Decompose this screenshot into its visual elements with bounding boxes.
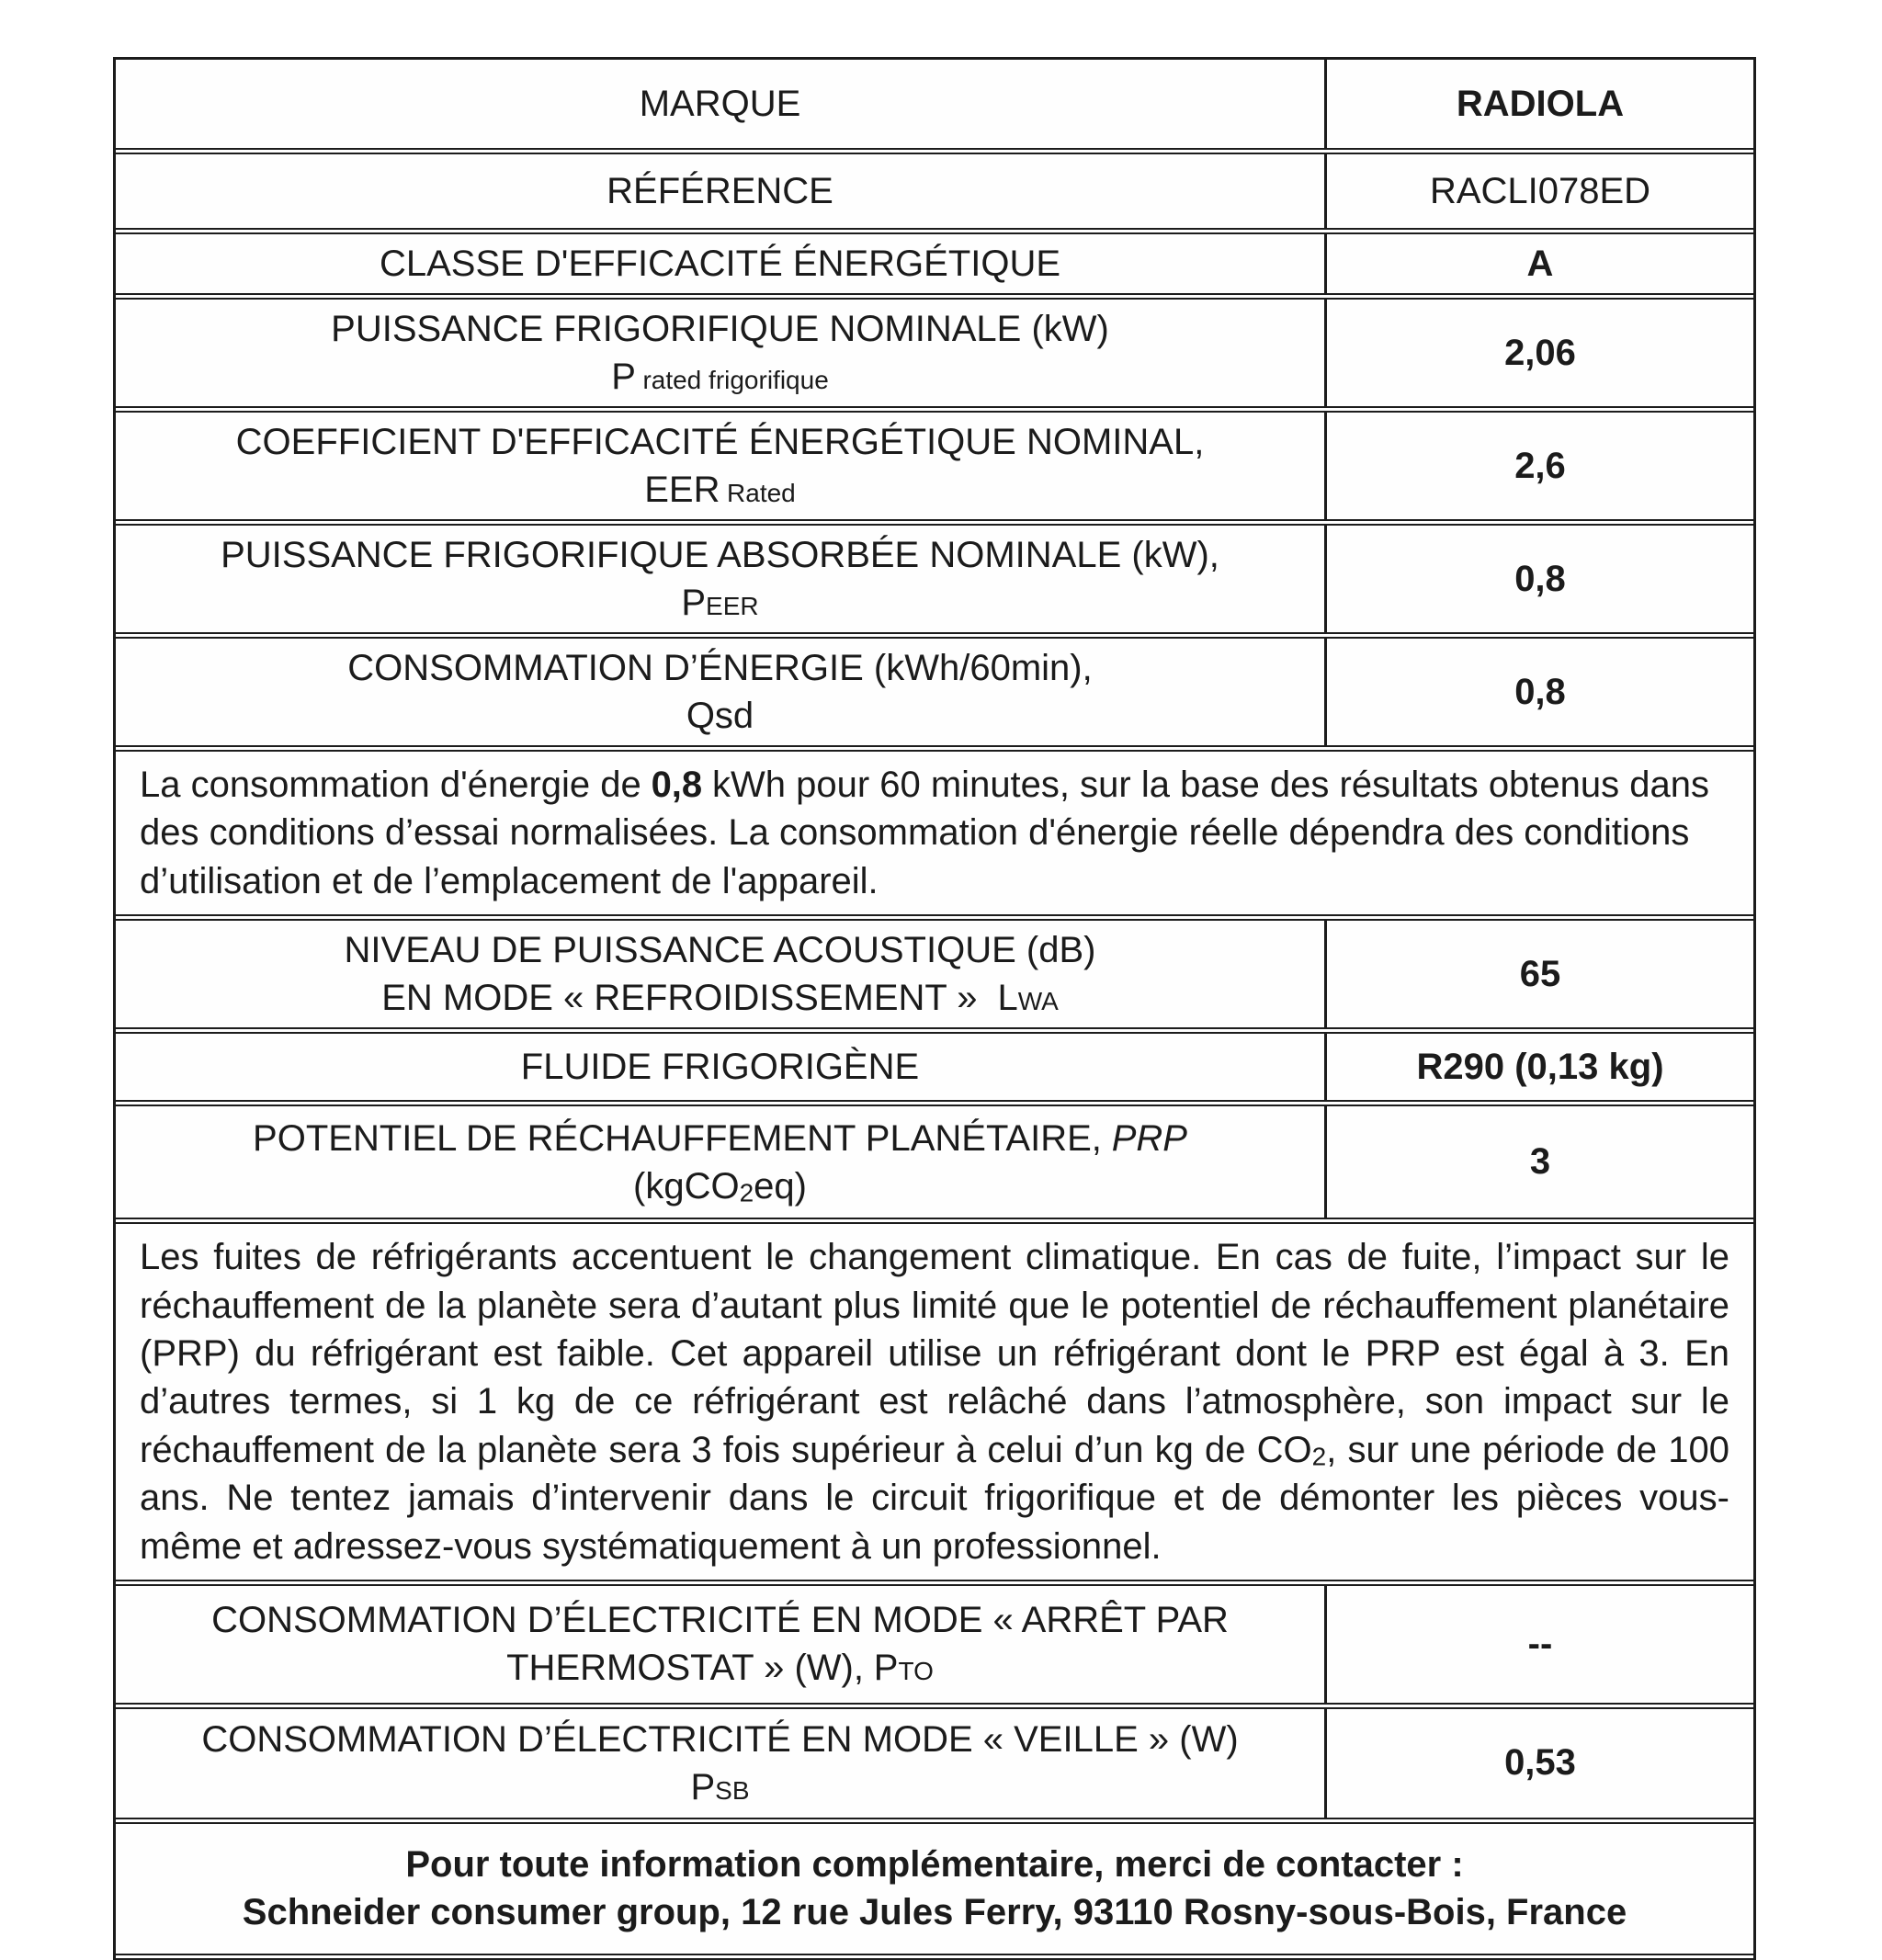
row-potentiel-prp [116,1106,1753,1224]
unit-prefix: (kgCO [633,1165,740,1207]
value-fluide-frigorigene: R290 (0,13 kg) [1416,1046,1664,1087]
label-potentiel-text: POTENTIEL DE RÉCHAUFFEMENT PLANÉTAIRE, [253,1117,1102,1159]
row-puissance-absorbee [116,526,1753,639]
label-niveau-acoustique-line2 [381,974,1059,1022]
value-marque: RADIOLA [1456,83,1625,124]
value-puissance-frigorifique: 2,06 [1504,332,1576,373]
note-refrigerant-leaks [116,1224,1753,1586]
spec-table [113,57,1756,1960]
label-niveau-acoustique-line1: NIVEAU DE PUISSANCE ACOUSTIQUE (dB) [344,930,1096,971]
label-fluide-frigorigene [116,1034,1327,1100]
symbol-letter: P [681,583,707,623]
value-arret-thermostat: -- [1527,1623,1553,1664]
value-potentiel-prp: 3 [1529,1141,1551,1183]
row-consommation-energie [116,639,1753,752]
co2-subscript: 2 [1311,1442,1327,1471]
note-energy-highlight: 0,8 [651,765,703,805]
row-fluide-frigorigene [116,1034,1753,1106]
value-classe-energetique: A [1526,243,1554,284]
symbol-p-to [874,1648,934,1688]
row-classe-energetique [116,234,1753,300]
energy-spec-sheet [113,57,1756,1960]
unit-subscript: 2 [739,1178,754,1207]
label-veille-text: CONSOMMATION D’ÉLECTRICITÉ EN MODE « VEILLE » (W) [201,1718,1239,1760]
symbol-subscript: SB [715,1775,750,1805]
label-consommation-energie [116,639,1327,745]
label-prp-italic: PRP [1111,1117,1187,1159]
value-reference: RACLI078ED [1429,170,1651,211]
row-niveau-acoustique [116,921,1753,1034]
label-mode-refroidissement: EN MODE « REFROIDISSEMENT » [381,978,978,1019]
label-classe-energetique [116,234,1327,293]
symbol-subscript: Rated [727,479,796,507]
symbol-subscript: rated frigorifique [642,366,829,394]
label-marque-text: MARQUE [639,84,801,124]
symbol-subscript: EER [706,592,759,620]
label-puissance-frigorifique-text: PUISSANCE FRIGORIFIQUE NOMINALE (kW) [331,309,1109,349]
label-consommation-energie-text: CONSOMMATION D’ÉNERGIE (kWh/60min), [347,648,1093,688]
value-consommation-energie: 0,8 [1514,671,1566,712]
unit-suffix: eq) [754,1165,807,1207]
label-coefficient-eer [116,413,1327,519]
note-leaks-text-before: Les fuites de réfrigérants accentuent le changement climatique. En cas de fuite, l’impact sur le réchauffement de la planète sera d’autant plus limité que le potentiel de réchauffement planétaire (PRP) du réfrigérant est faible. Cet appareil utilise un réfrigérant dont le PRP est égal à 3. En d’autres termes, si 1 kg de ce réfrigérant est relâché dans l’atmosphère, son impact sur le réchauffement de la planète sera 3 fois supérieur à celui d’un kg de CO [140,1237,1729,1470]
value-niveau-acoustique: 65 [1519,953,1561,994]
symbol-letter: P [611,357,636,397]
label-reference [116,154,1327,228]
label-veille [116,1709,1327,1818]
value-puissance-absorbee: 0,8 [1514,558,1566,599]
label-potentiel-prp [116,1106,1327,1218]
row-puissance-frigorifique [116,300,1753,413]
symbol-letter: EER [644,470,720,510]
symbol-subscript: WA [1017,987,1059,1016]
label-reference-text: RÉFÉRENCE [607,171,833,211]
value-veille: 0,53 [1504,1742,1576,1784]
symbol-p-rated [611,353,829,401]
note-leaks-text-after: , sur une période de 100 ans. Ne tentez jamais d’intervenir dans le circuit frigorifique et de démonter les pièces vous-même et adressez-vous systématiquement à un professionnel. [140,1429,1729,1567]
row-veille [116,1709,1753,1824]
symbol-letter: P [690,1766,716,1807]
note-energy-consumption [116,752,1753,921]
label-classe-text: CLASSE D'EFFICACITÉ ÉNERGÉTIQUE [379,244,1061,284]
symbol-letter: P [873,1648,899,1689]
label-coefficient-eer-text: COEFFICIENT D'EFFICACITÉ ÉNERGÉTIQUE NOMINAL, [235,422,1205,462]
label-puissance-frigorifique [116,300,1327,406]
row-reference [116,154,1753,234]
footer-contact [116,1824,1753,1960]
symbol-p-sb [690,1763,749,1811]
row-arret-thermostat [116,1586,1753,1709]
label-fluide-frigorigene-text: FLUIDE FRIGORIGÈNE [520,1047,920,1088]
label-puissance-absorbee [116,526,1327,632]
symbol-qsd: Qsd [686,696,754,736]
symbol-lwa [997,978,1058,1018]
footer-contact-line1: Pour toute information complémentaire, merci de contacter : [405,1843,1464,1885]
note-energy-text-after: kWh pour 60 minutes, sur la base des résultats obtenus dans des conditions d’essai normalisées. La consommation d'énergie réelle dépendra des conditions d’utilisation et de l’emplacement de l'appareil. [140,765,1710,901]
label-potentiel-prp-unit [633,1162,807,1210]
footer-contact-line2: Schneider consumer group, 12 rue Jules Ferry, 93110 Rosny-sous-Bois, France [242,1892,1627,1933]
label-niveau-acoustique [116,921,1327,1027]
row-coefficient-eer [116,413,1753,526]
symbol-letter: L [997,978,1018,1019]
label-arret-thermostat-text [142,1596,1298,1692]
label-text: CONSOMMATION D’ÉLECTRICITÉ EN MODE « ARRÊT PAR THERMOSTAT » (W), [211,1600,1229,1689]
label-arret-thermostat [116,1586,1327,1703]
label-marque [116,60,1327,148]
value-coefficient-eer: 2,6 [1514,445,1566,486]
symbol-eer-rated [644,466,796,514]
row-marque [116,60,1753,154]
symbol-p-eer [681,579,758,627]
symbol-subscript: TO [898,1657,934,1686]
note-energy-text-before: La consommation d'énergie de [140,765,641,805]
label-potentiel-prp-line1 [253,1115,1187,1162]
label-puissance-absorbee-text: PUISSANCE FRIGORIFIQUE ABSORBÉE NOMINALE (kW), [221,535,1219,575]
